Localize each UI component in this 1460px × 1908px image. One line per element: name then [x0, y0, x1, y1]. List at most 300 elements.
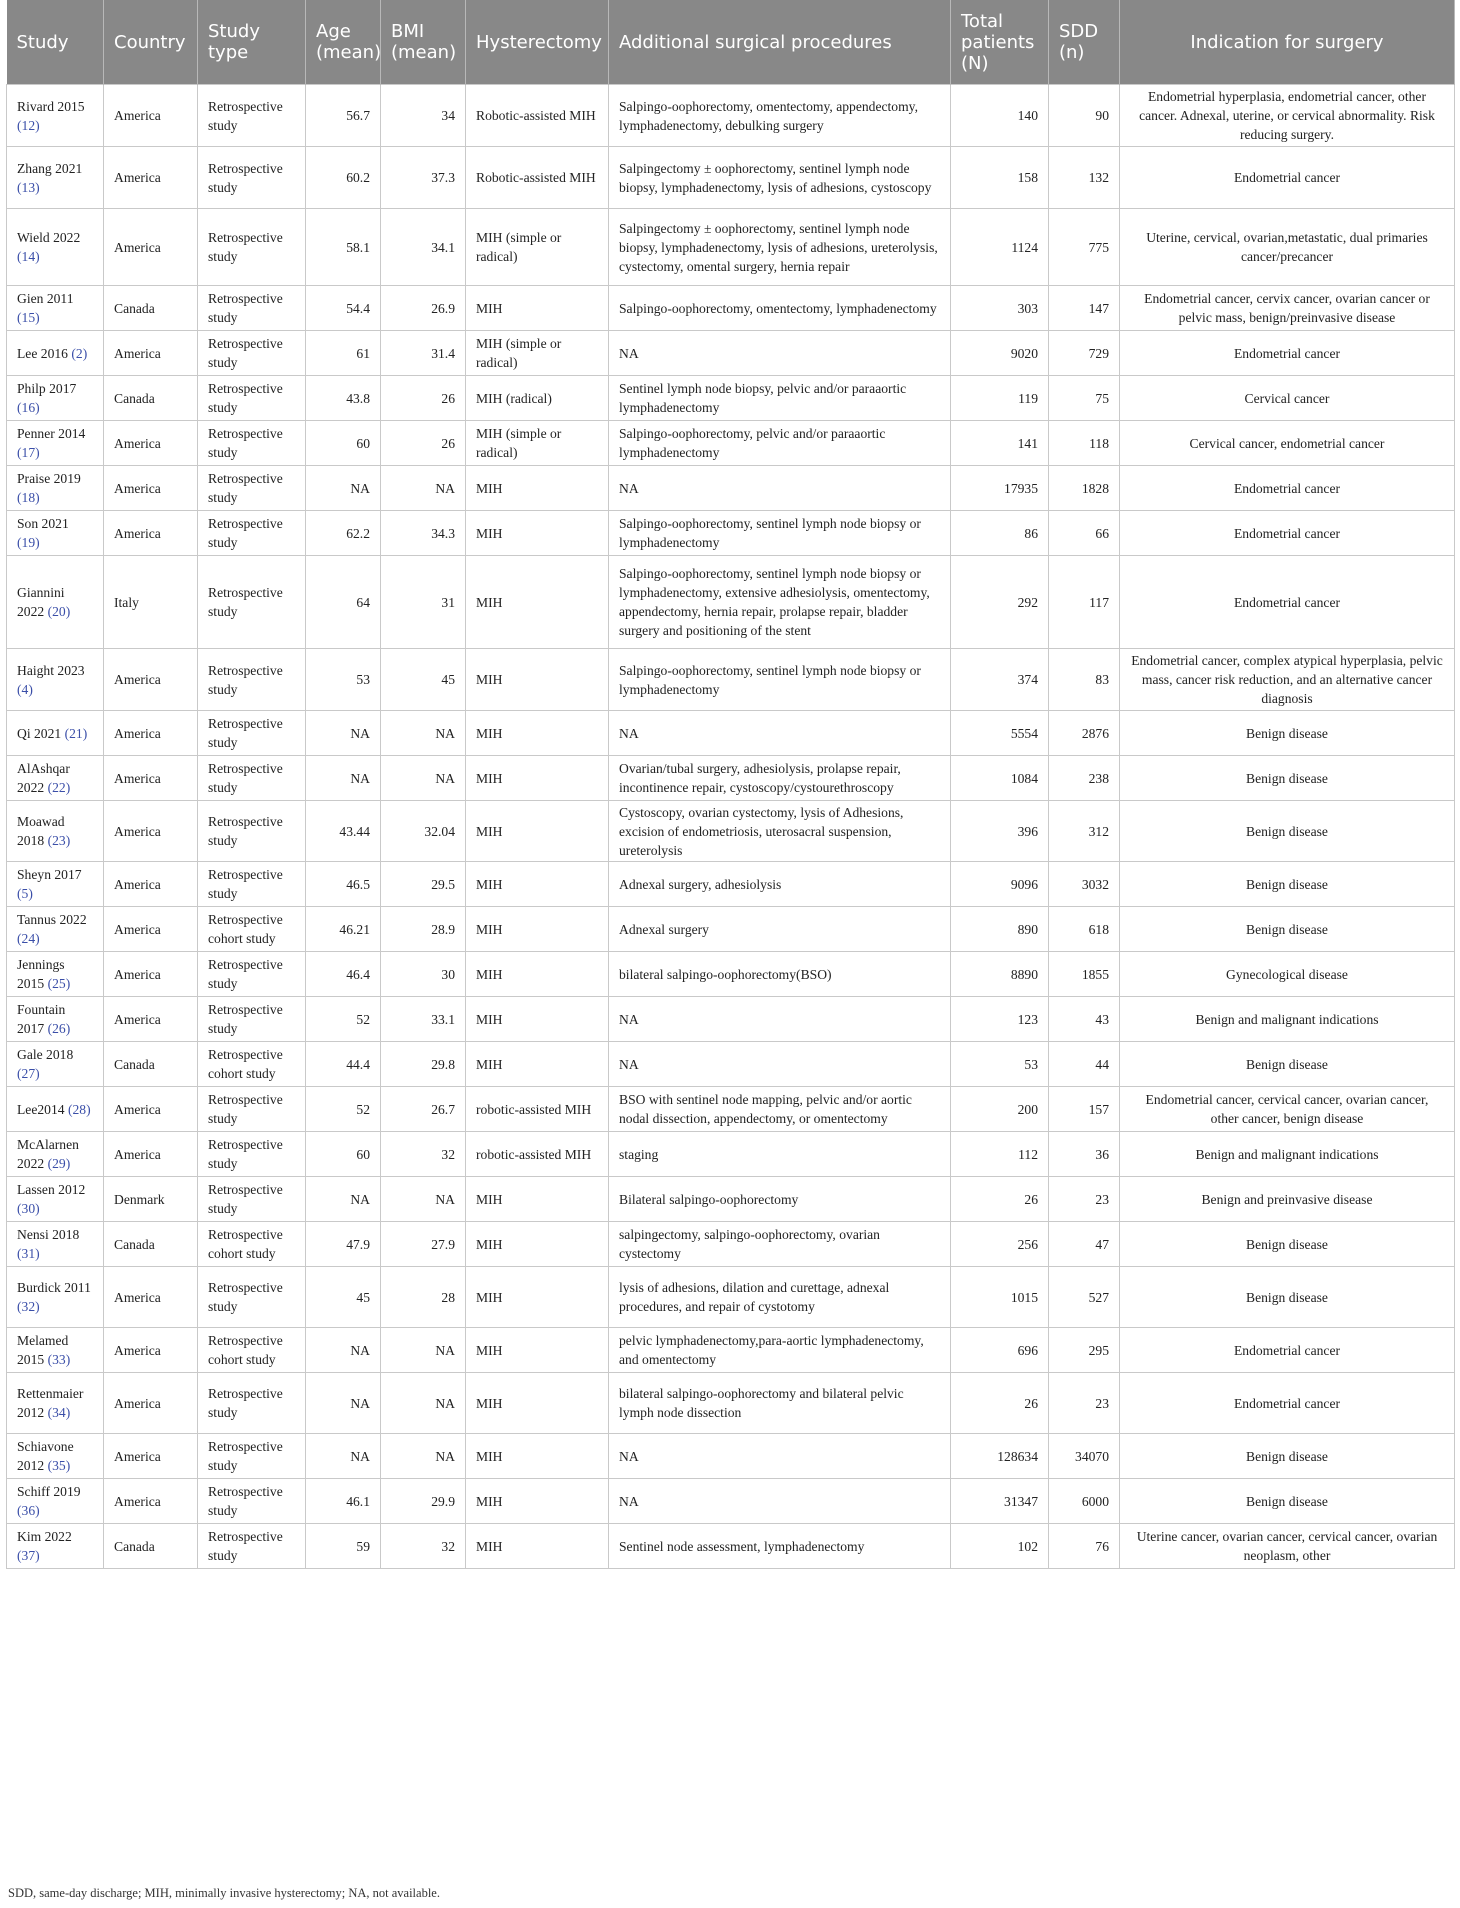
cell-sdd: 312	[1049, 801, 1120, 862]
cell-indication: Benign disease	[1120, 1042, 1455, 1087]
cell-total-patients: 1084	[951, 756, 1049, 801]
cell-age: 44.4	[306, 1042, 381, 1087]
study-name: Melamed 2015	[17, 1333, 69, 1367]
cell-hysterectomy: MIH	[466, 1479, 609, 1524]
study-name: Sheyn 2017	[17, 867, 82, 882]
table-header-row	[7, 0, 1455, 85]
study-name: Lee2014	[17, 1101, 65, 1117]
cell-procedures: lysis of adhesions, dilation and curettage, adnexal procedures, and repair of cystotomy	[609, 1267, 951, 1328]
cell-indication: Benign disease	[1120, 711, 1455, 756]
cell-country: America	[104, 85, 198, 147]
study-name: Zhang 2021	[17, 160, 83, 176]
table-row	[7, 862, 1455, 907]
cell-procedures: Salpingo-oophorectomy, sentinel lymph node biopsy or lymphadenectomy	[609, 649, 951, 711]
cell-sdd: 44	[1049, 1042, 1120, 1087]
cell-study	[7, 376, 104, 421]
reference-link[interactable]: (12)	[17, 117, 40, 133]
study-name: Giannini 2022	[17, 585, 65, 619]
cell-study-type: Retrospective study	[198, 1434, 306, 1479]
reference-link[interactable]: (31)	[17, 1246, 40, 1261]
cell-total-patients: 374	[951, 649, 1049, 711]
cell-sdd: 34070	[1049, 1434, 1120, 1479]
cell-indication: Benign disease	[1120, 862, 1455, 907]
cell-hysterectomy: robotic-assisted MIH	[466, 1087, 609, 1132]
cell-country: America	[104, 952, 198, 997]
header-age: Age (mean)	[306, 0, 381, 85]
cell-total-patients: 128634	[951, 1434, 1049, 1479]
cell-procedures: Sentinel lymph node biopsy, pelvic and/or paraaortic lymphadenectomy	[609, 376, 951, 421]
cell-sdd: 43	[1049, 997, 1120, 1042]
study-name: Schiff 2019	[17, 1484, 81, 1499]
reference-link[interactable]: (24)	[17, 931, 40, 946]
cell-study	[7, 997, 104, 1042]
cell-indication: Benign and preinvasive disease	[1120, 1177, 1455, 1222]
cell-total-patients: 890	[951, 907, 1049, 952]
cell-indication: Endometrial cancer	[1120, 331, 1455, 376]
reference-link[interactable]: (30)	[17, 1201, 40, 1216]
cell-study	[7, 1434, 104, 1479]
cell-bmi: NA	[381, 1177, 466, 1222]
study-name: McAlarnen 2022	[17, 1137, 79, 1171]
cell-study-type: Retrospective cohort study	[198, 1328, 306, 1373]
reference-link[interactable]: (17)	[17, 445, 40, 460]
cell-study	[7, 862, 104, 907]
cell-indication: Endometrial cancer	[1120, 147, 1455, 209]
cell-sdd: 2876	[1049, 711, 1120, 756]
cell-sdd: 238	[1049, 756, 1120, 801]
cell-study	[7, 1132, 104, 1177]
study-name: Rivard 2015	[17, 98, 85, 114]
cell-sdd: 775	[1049, 209, 1120, 286]
cell-sdd: 23	[1049, 1177, 1120, 1222]
cell-procedures: staging	[609, 1132, 951, 1177]
cell-total-patients: 9096	[951, 862, 1049, 907]
cell-total-patients: 123	[951, 997, 1049, 1042]
study-name: Lassen 2012	[17, 1182, 86, 1197]
cell-age: 60.2	[306, 147, 381, 209]
cell-study-type: Retrospective study	[198, 1524, 306, 1569]
reference-link[interactable]: (16)	[17, 400, 40, 415]
study-name: Schiavone 2012	[17, 1439, 74, 1473]
cell-study-type: Retrospective study	[198, 711, 306, 756]
cell-bmi: 26	[381, 421, 466, 466]
cell-bmi: 29.5	[381, 862, 466, 907]
cell-hysterectomy: MIH	[466, 1328, 609, 1373]
cell-country: America	[104, 331, 198, 376]
cell-total-patients: 1124	[951, 209, 1049, 286]
cell-study	[7, 801, 104, 862]
cell-study-type: Retrospective study	[198, 1267, 306, 1328]
cell-age: 60	[306, 1132, 381, 1177]
cell-indication: Cervical cancer, endometrial cancer	[1120, 421, 1455, 466]
reference-link[interactable]: (21)	[64, 725, 88, 741]
cell-age: 52	[306, 997, 381, 1042]
table-row	[7, 511, 1455, 556]
cell-age: 43.44	[306, 801, 381, 862]
cell-bmi: 32	[381, 1132, 466, 1177]
table-row	[7, 801, 1455, 862]
cell-study-type: Retrospective study	[198, 286, 306, 331]
table-row	[7, 376, 1455, 421]
table-row	[7, 649, 1455, 711]
cell-hysterectomy: MIH	[466, 1222, 609, 1267]
reference-link[interactable]: (28)	[67, 1101, 91, 1117]
cell-age: 53	[306, 649, 381, 711]
cell-sdd: 147	[1049, 286, 1120, 331]
cell-country: Canada	[104, 1524, 198, 1569]
cell-study-type: Retrospective study	[198, 1177, 306, 1222]
study-name: Jennings 2015	[17, 957, 65, 991]
cell-country: America	[104, 1434, 198, 1479]
table-row	[7, 756, 1455, 801]
cell-total-patients: 396	[951, 801, 1049, 862]
reference-link[interactable]: (25)	[47, 976, 71, 991]
cell-study	[7, 511, 104, 556]
reference-link[interactable]: (4)	[17, 681, 33, 697]
cell-procedures: salpingectomy, salpingo-oophorectomy, ovarian cystectomy	[609, 1222, 951, 1267]
cell-procedures: NA	[609, 466, 951, 511]
reference-link[interactable]: (19)	[17, 535, 40, 550]
cell-age: NA	[306, 466, 381, 511]
reference-link[interactable]: (2)	[71, 345, 88, 361]
cell-study-type: Retrospective study	[198, 1479, 306, 1524]
cell-hysterectomy: MIH	[466, 649, 609, 711]
cell-sdd: 618	[1049, 907, 1120, 952]
reference-link[interactable]: (18)	[17, 490, 40, 505]
cell-sdd: 1828	[1049, 466, 1120, 511]
cell-indication: Benign disease	[1120, 907, 1455, 952]
table-row	[7, 1177, 1455, 1222]
cell-indication: Endometrial cancer, cervix cancer, ovarian cancer or pelvic mass, benign/preinvasive disease	[1120, 286, 1455, 331]
cell-bmi: 26.7	[381, 1087, 466, 1132]
cell-procedures: NA	[609, 997, 951, 1042]
study-name: Rettenmaier 2012	[17, 1386, 84, 1420]
study-name: Gale 2018	[17, 1047, 74, 1062]
cell-study	[7, 556, 104, 649]
cell-hysterectomy: MIH	[466, 711, 609, 756]
study-name: Qi 2021	[17, 725, 62, 741]
cell-total-patients: 292	[951, 556, 1049, 649]
cell-total-patients: 53	[951, 1042, 1049, 1087]
cell-indication: Benign disease	[1120, 1222, 1455, 1267]
cell-age: NA	[306, 1328, 381, 1373]
header-total-patients: Total patients (N)	[951, 0, 1049, 85]
cell-country: America	[104, 997, 198, 1042]
cell-hysterectomy: MIH	[466, 907, 609, 952]
cell-hysterectomy: robotic-assisted MIH	[466, 1132, 609, 1177]
study-name: Moawad 2018	[17, 814, 65, 848]
cell-bmi: NA	[381, 1434, 466, 1479]
studies-table	[6, 0, 1455, 1569]
cell-sdd: 36	[1049, 1132, 1120, 1177]
cell-country: America	[104, 1328, 198, 1373]
cell-total-patients: 5554	[951, 711, 1049, 756]
cell-total-patients: 26	[951, 1177, 1049, 1222]
cell-country: Denmark	[104, 1177, 198, 1222]
cell-hysterectomy: MIH	[466, 862, 609, 907]
cell-indication: Uterine cancer, ovarian cancer, cervical cancer, ovarian neoplasm, other	[1120, 1524, 1455, 1569]
cell-study	[7, 1524, 104, 1569]
cell-bmi: 33.1	[381, 997, 466, 1042]
cell-study	[7, 711, 104, 756]
cell-study	[7, 649, 104, 711]
table-row	[7, 1373, 1455, 1434]
cell-bmi: 28	[381, 1267, 466, 1328]
table-row	[7, 907, 1455, 952]
reference-link[interactable]: (34)	[47, 1405, 71, 1420]
cell-procedures: Salpingo-oophorectomy, sentinel lymph node biopsy or lymphadenectomy, extensive adhesiolysis, omentectomy, appendectomy, hernia repair, prolapse repair, bladder surgery and positioning of the stent	[609, 556, 951, 649]
cell-bmi: 30	[381, 952, 466, 997]
cell-hysterectomy: MIH	[466, 756, 609, 801]
cell-procedures: bilateral salpingo-oophorectomy and bilateral pelvic lymph node dissection	[609, 1373, 951, 1434]
cell-study	[7, 1177, 104, 1222]
reference-link[interactable]: (13)	[17, 179, 40, 195]
cell-study-type: Retrospective study	[198, 556, 306, 649]
reference-link[interactable]: (36)	[17, 1503, 40, 1518]
reference-link[interactable]: (20)	[47, 604, 71, 619]
reference-link[interactable]: (22)	[47, 780, 71, 795]
cell-country: Canada	[104, 1042, 198, 1087]
cell-study	[7, 1042, 104, 1087]
reference-link[interactable]: (27)	[17, 1066, 40, 1081]
table-row	[7, 147, 1455, 209]
cell-age: NA	[306, 1373, 381, 1434]
cell-procedures: Salpingo-oophorectomy, pelvic and/or paraaortic lymphadenectomy	[609, 421, 951, 466]
cell-country: America	[104, 1373, 198, 1434]
cell-procedures: bilateral salpingo-oophorectomy(BSO)	[609, 952, 951, 997]
study-name: Fountain 2017	[17, 1002, 66, 1036]
cell-study-type: Retrospective study	[198, 862, 306, 907]
cell-country: America	[104, 1087, 198, 1132]
cell-study	[7, 421, 104, 466]
cell-bmi: 32	[381, 1524, 466, 1569]
cell-study-type: Retrospective study	[198, 85, 306, 147]
reference-link[interactable]: (14)	[17, 249, 40, 264]
cell-hysterectomy: MIH	[466, 511, 609, 556]
cell-country: America	[104, 862, 198, 907]
cell-hysterectomy: MIH	[466, 1177, 609, 1222]
cell-hysterectomy: MIH	[466, 466, 609, 511]
reference-link[interactable]: (35)	[47, 1458, 71, 1473]
cell-sdd: 83	[1049, 649, 1120, 711]
header-country: Country	[104, 0, 198, 85]
reference-link[interactable]: (32)	[17, 1299, 40, 1314]
cell-total-patients: 102	[951, 1524, 1049, 1569]
cell-study	[7, 1222, 104, 1267]
cell-bmi: 37.3	[381, 147, 466, 209]
cell-country: America	[104, 466, 198, 511]
cell-sdd: 527	[1049, 1267, 1120, 1328]
reference-link[interactable]: (29)	[47, 1156, 71, 1171]
cell-bmi: NA	[381, 1373, 466, 1434]
reference-link[interactable]: (37)	[17, 1548, 40, 1563]
cell-indication: Endometrial hyperplasia, endometrial cancer, other cancer. Adnexal, uterine, or cervical abnormality. Risk reducing surgery.	[1120, 85, 1455, 147]
cell-sdd: 75	[1049, 376, 1120, 421]
reference-link[interactable]: (15)	[17, 310, 40, 325]
table-row	[7, 85, 1455, 147]
cell-country: America	[104, 649, 198, 711]
reference-link[interactable]: (5)	[17, 886, 33, 901]
cell-procedures: Salpingectomy ± oophorectomy, sentinel lymph node biopsy, lymphadenectomy, lysis of adhesions, cystoscopy	[609, 147, 951, 209]
cell-procedures: NA	[609, 1479, 951, 1524]
cell-study-type: Retrospective study	[198, 649, 306, 711]
table-row	[7, 1222, 1455, 1267]
table-row	[7, 1524, 1455, 1569]
cell-indication: Endometrial cancer	[1120, 466, 1455, 511]
cell-age: 52	[306, 1087, 381, 1132]
cell-hysterectomy: MIH	[466, 1267, 609, 1328]
cell-study	[7, 907, 104, 952]
cell-age: 60	[306, 421, 381, 466]
cell-study	[7, 466, 104, 511]
cell-country: America	[104, 421, 198, 466]
cell-procedures: Sentinel node assessment, lymphadenectomy	[609, 1524, 951, 1569]
cell-procedures: Salpingo-oophorectomy, omentectomy, appendectomy, lymphadenectomy, debulking surgery	[609, 85, 951, 147]
cell-bmi: 34	[381, 85, 466, 147]
cell-procedures: Salpingectomy ± oophorectomy, sentinel lymph node biopsy, lymphadenectomy, lysis of adhesions, ureterolysis, cystectomy, omental surgery, hernia repair	[609, 209, 951, 286]
cell-hysterectomy: Robotic-assisted MIH	[466, 147, 609, 209]
cell-bmi: NA	[381, 1328, 466, 1373]
table-row	[7, 1434, 1455, 1479]
cell-procedures: Adnexal surgery, adhesiolysis	[609, 862, 951, 907]
cell-bmi: 26	[381, 376, 466, 421]
cell-country: Canada	[104, 286, 198, 331]
cell-age: 62.2	[306, 511, 381, 556]
cell-country: America	[104, 511, 198, 556]
cell-age: 61	[306, 331, 381, 376]
cell-total-patients: 256	[951, 1222, 1049, 1267]
cell-study-type: Retrospective study	[198, 801, 306, 862]
cell-indication: Endometrial cancer, complex atypical hyperplasia, pelvic mass, cancer risk reduction, and an alternative cancer diagnosis	[1120, 649, 1455, 711]
cell-study	[7, 331, 104, 376]
cell-sdd: 47	[1049, 1222, 1120, 1267]
cell-age: 54.4	[306, 286, 381, 331]
cell-study	[7, 286, 104, 331]
cell-indication: Endometrial cancer	[1120, 1328, 1455, 1373]
cell-country: America	[104, 1267, 198, 1328]
header-study-type: Study type	[198, 0, 306, 85]
cell-bmi: 29.9	[381, 1479, 466, 1524]
header-procedures: Additional surgical procedures	[609, 0, 951, 85]
header-bmi: BMI (mean)	[381, 0, 466, 85]
cell-procedures: BSO with sentinel node mapping, pelvic and/or aortic nodal dissection, appendectomy, or omentectomy	[609, 1087, 951, 1132]
cell-age: 64	[306, 556, 381, 649]
table-row	[7, 209, 1455, 286]
cell-country: America	[104, 907, 198, 952]
cell-hysterectomy: MIH (simple or radical)	[466, 421, 609, 466]
cell-study-type: Retrospective study	[198, 421, 306, 466]
table-row	[7, 556, 1455, 649]
cell-study	[7, 85, 104, 147]
table-footnote: SDD, same-day discharge; MIH, minimally invasive hysterectomy; NA, not available.	[8, 1886, 440, 1900]
cell-bmi: 26.9	[381, 286, 466, 331]
cell-indication: Benign disease	[1120, 1479, 1455, 1524]
table-row	[7, 286, 1455, 331]
cell-bmi: 27.9	[381, 1222, 466, 1267]
cell-total-patients: 696	[951, 1328, 1049, 1373]
table-row	[7, 1328, 1455, 1373]
cell-total-patients: 200	[951, 1087, 1049, 1132]
cell-age: NA	[306, 1177, 381, 1222]
cell-study-type: Retrospective study	[198, 511, 306, 556]
reference-link[interactable]: (23)	[47, 833, 71, 848]
cell-country: America	[104, 756, 198, 801]
cell-sdd: 118	[1049, 421, 1120, 466]
cell-hysterectomy: Robotic-assisted MIH	[466, 85, 609, 147]
cell-indication: Benign disease	[1120, 1267, 1455, 1328]
cell-total-patients: 17935	[951, 466, 1049, 511]
table-row	[7, 331, 1455, 376]
table-container	[6, 0, 1454, 1569]
cell-total-patients: 31347	[951, 1479, 1049, 1524]
study-name: Haight 2023	[17, 662, 85, 678]
cell-bmi: 34.3	[381, 511, 466, 556]
cell-age: 47.9	[306, 1222, 381, 1267]
cell-hysterectomy: MIH	[466, 1524, 609, 1569]
study-name: Penner 2014	[17, 426, 86, 441]
cell-indication: Cervical cancer	[1120, 376, 1455, 421]
table-row	[7, 952, 1455, 997]
cell-study-type: Retrospective study	[198, 466, 306, 511]
cell-indication: Uterine, cervical, ovarian,metastatic, dual primaries cancer/precancer	[1120, 209, 1455, 286]
cell-indication: Endometrial cancer	[1120, 511, 1455, 556]
header-hysterectomy: Hysterectomy	[466, 0, 609, 85]
table-row	[7, 1479, 1455, 1524]
cell-procedures: Salpingo-oophorectomy, omentectomy, lymphadenectomy	[609, 286, 951, 331]
cell-total-patients: 1015	[951, 1267, 1049, 1328]
cell-hysterectomy: MIH (simple or radical)	[466, 209, 609, 286]
cell-age: NA	[306, 1434, 381, 1479]
cell-study-type: Retrospective cohort study	[198, 907, 306, 952]
cell-study-type: Retrospective study	[198, 376, 306, 421]
cell-country: Italy	[104, 556, 198, 649]
cell-age: 46.1	[306, 1479, 381, 1524]
cell-study	[7, 1479, 104, 1524]
cell-study-type: Retrospective study	[198, 209, 306, 286]
cell-hysterectomy: MIH	[466, 1434, 609, 1479]
cell-age: 59	[306, 1524, 381, 1569]
study-name: Lee 2016	[17, 345, 68, 361]
cell-indication: Gynecological disease	[1120, 952, 1455, 997]
reference-link[interactable]: (33)	[47, 1352, 71, 1367]
cell-study	[7, 1373, 104, 1434]
cell-study	[7, 952, 104, 997]
cell-indication: Benign disease	[1120, 801, 1455, 862]
cell-country: Canada	[104, 376, 198, 421]
cell-procedures: NA	[609, 1042, 951, 1087]
study-name: Nensi 2018	[17, 1227, 80, 1242]
cell-age: 56.7	[306, 85, 381, 147]
cell-total-patients: 86	[951, 511, 1049, 556]
cell-country: America	[104, 1132, 198, 1177]
study-name: AlAshqar 2022	[17, 761, 70, 795]
cell-study-type: Retrospective study	[198, 997, 306, 1042]
study-name: Tannus 2022	[17, 912, 87, 927]
cell-sdd: 729	[1049, 331, 1120, 376]
cell-age: 43.8	[306, 376, 381, 421]
reference-link[interactable]: (26)	[47, 1021, 71, 1036]
cell-procedures: Cystoscopy, ovarian cystectomy, lysis of Adhesions, excision of endometriosis, uterosacral suspension, ureterolysis	[609, 801, 951, 862]
cell-age: 46.5	[306, 862, 381, 907]
cell-age: NA	[306, 756, 381, 801]
cell-indication: Benign and malignant indications	[1120, 1132, 1455, 1177]
cell-study	[7, 209, 104, 286]
cell-total-patients: 303	[951, 286, 1049, 331]
cell-sdd: 295	[1049, 1328, 1120, 1373]
study-name: Philp 2017	[17, 381, 77, 396]
cell-bmi: 34.1	[381, 209, 466, 286]
cell-sdd: 132	[1049, 147, 1120, 209]
